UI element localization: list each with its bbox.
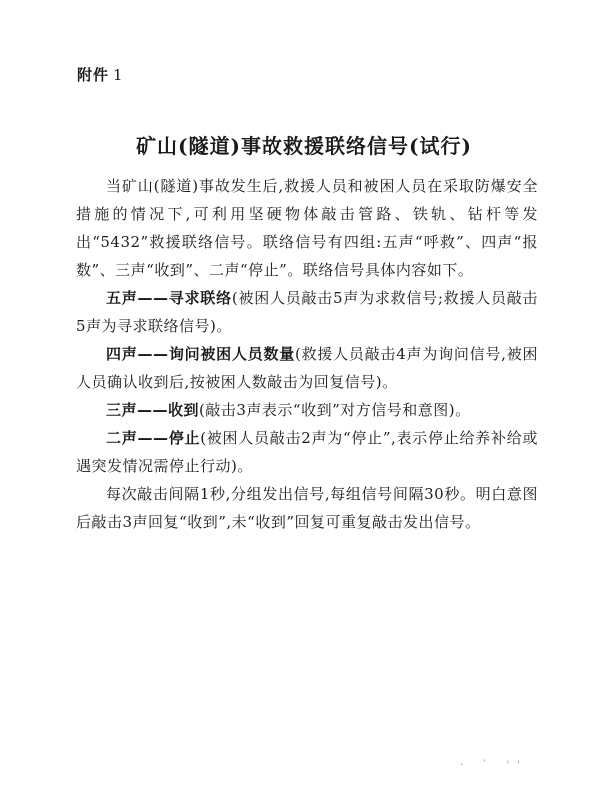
document-title: 矿山(隧道)事故救援联络信号(试行) xyxy=(136,134,472,158)
attachment-label xyxy=(77,64,124,85)
paragraph-text: 每次敲击间隔1秒,分组发出信号,每组信号间隔30秒。明白意图后敲击3声回复“收到”,未“收到”回复可重复敲击发出信号。 xyxy=(76,485,538,531)
paragraph-text: (被困人员敲击2声为“停止”,表示停止给养补给或遇突发情况需停止行动)。 xyxy=(76,429,538,475)
paragraph-lead: 二声——停止 xyxy=(106,429,201,447)
paragraph-five-knocks xyxy=(76,284,538,340)
paragraph-lead: 三声——收到 xyxy=(106,401,200,419)
paragraph-text: (被困人员敲击5声为求救信号;救援人员敲击5声为寻求联络信号)。 xyxy=(76,289,538,335)
attachment-number: 1 xyxy=(113,66,124,84)
paragraph-lead: 四声——询问被困人员数量 xyxy=(106,345,295,363)
attachment-text: 附件 xyxy=(77,66,110,84)
paragraph-two-knocks xyxy=(76,424,538,480)
paragraph-text: (救援人员敲击4声为询问信号,被困人员确认收到后,按被困人数敲击为回复信号)。 xyxy=(76,345,538,391)
paragraph-four-knocks xyxy=(76,340,538,396)
document-body xyxy=(76,172,538,536)
paragraph-intro xyxy=(76,172,538,284)
paragraph-text: (敲击3声表示“收到”对方信号和意图)。 xyxy=(199,401,471,419)
paragraph-text: 当矿山(隧道)事故发生后,救援人员和被困人员在采取防爆安全措施的情况下,可利用坚硬物体敲击管路、铁轨、钻杆等发出“5432”救援联络信号。联络信号有四组:五声“呼救”、四声“报数”、三声“收到”、二声“停止”。联络信号具体内容如下。 xyxy=(76,177,538,279)
paragraph-lead: 五声——寻求联络 xyxy=(106,289,232,307)
footer-mark: · ` '' xyxy=(460,760,529,771)
paragraph-interval xyxy=(76,480,538,536)
paragraph-three-knocks xyxy=(76,396,538,424)
